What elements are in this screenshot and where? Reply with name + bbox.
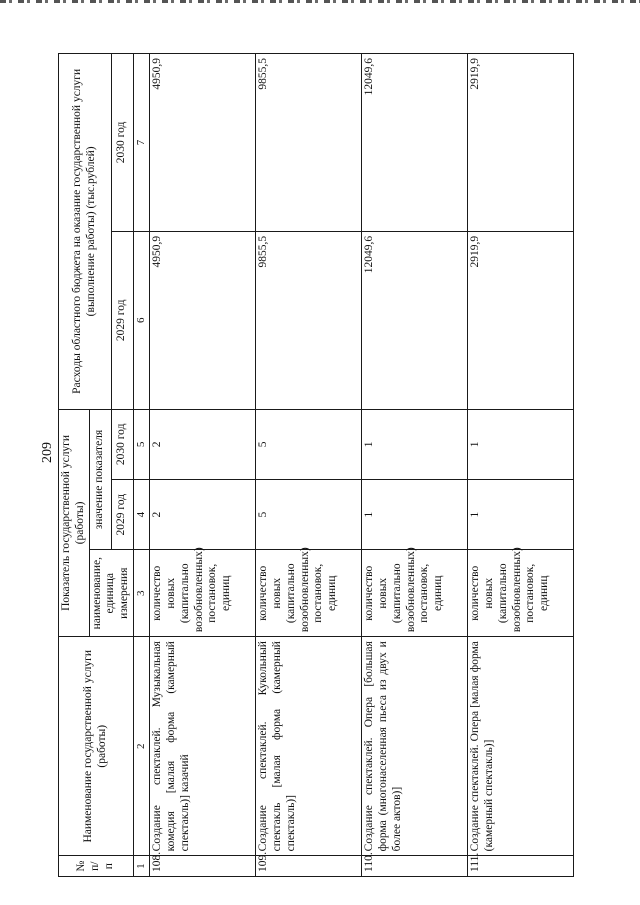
row-unit: количество новых (капитально возобновленных) постановок, единиц — [362, 550, 468, 637]
row-service-name: Создание спектаклей. Опера [малая форма (камерный спектакль)] — [468, 637, 574, 856]
row-unit: количество новых (капитально возобновленных) постановок, единиц — [256, 550, 362, 637]
row-value-2030: 5 — [256, 409, 362, 479]
column-number: 5 — [133, 409, 149, 479]
table-row — [362, 54, 468, 877]
row-value-2029: 5 — [256, 480, 362, 550]
header-num: № п/п — [59, 856, 134, 877]
row-money-2029: 9855,5 — [256, 231, 362, 409]
row-value-2030: 1 — [362, 409, 468, 479]
row-value-2030: 1 — [468, 409, 574, 479]
header-service-name: Наименование государственной услуги (работы) — [59, 637, 134, 856]
column-number: 7 — [133, 54, 149, 232]
header-indicator-value: значение показателя — [89, 409, 111, 550]
row-unit: количество новых (капитально возобновленных) постановок, единиц — [468, 550, 574, 637]
header-indicator-name-unit: наименование, единица измерения — [89, 550, 133, 637]
header-expense-group: Расходы областного бюджета на оказание государственной услуги (выполнение работы) (тыс.рублей) — [59, 54, 112, 410]
row-money-2030: 4950,9 — [150, 54, 256, 232]
page-number: 209 — [40, 442, 55, 463]
budget-table — [58, 53, 574, 877]
row-money-2029: 12049,6 — [362, 231, 468, 409]
row-unit: количество новых (капитально возобновленных) постановок, единиц — [150, 550, 256, 637]
table-row — [468, 54, 574, 877]
row-value-2030: 2 — [150, 409, 256, 479]
row-money-2030: 12049,6 — [362, 54, 468, 232]
header-indicator-group: Показатель государственной услуги (работы) — [59, 409, 90, 636]
column-number: 3 — [133, 550, 149, 637]
row-num: 110. — [362, 856, 468, 877]
header-money-2030: 2030 год — [111, 54, 133, 232]
column-number: 6 — [133, 231, 149, 409]
row-service-name: Создание спектаклей. Музыкальная комедия [малая форма (камерный спектакль)] казачий — [150, 637, 256, 856]
row-service-name: Создание спектаклей. Кукольный спектакль [малая форма (камерный спектакль)] — [256, 637, 362, 856]
row-value-2029: 1 — [468, 480, 574, 550]
row-num: 111. — [468, 856, 574, 877]
row-service-name: Создание спектаклей. Опера [большая форма (многонаселенная пьеса из двух и более актов)] — [362, 637, 468, 856]
row-money-2029: 2919,9 — [468, 231, 574, 409]
row-num: 109. — [256, 856, 362, 877]
row-value-2029: 2 — [150, 480, 256, 550]
column-number-row — [133, 54, 149, 877]
row-num: 108. — [150, 856, 256, 877]
row-money-2030: 9855,5 — [256, 54, 362, 232]
table-row — [256, 54, 362, 877]
row-value-2029: 1 — [362, 480, 468, 550]
header-year-2029: 2029 год — [111, 480, 133, 550]
row-money-2029: 4950,9 — [150, 231, 256, 409]
row-money-2030: 2919,9 — [468, 54, 574, 232]
header-year-2030: 2030 год — [111, 409, 133, 479]
header-money-2029: 2029 год — [111, 231, 133, 409]
column-number: 4 — [133, 480, 149, 550]
table-row — [150, 54, 256, 877]
column-number: 2 — [133, 637, 149, 856]
column-number: 1 — [133, 856, 149, 877]
